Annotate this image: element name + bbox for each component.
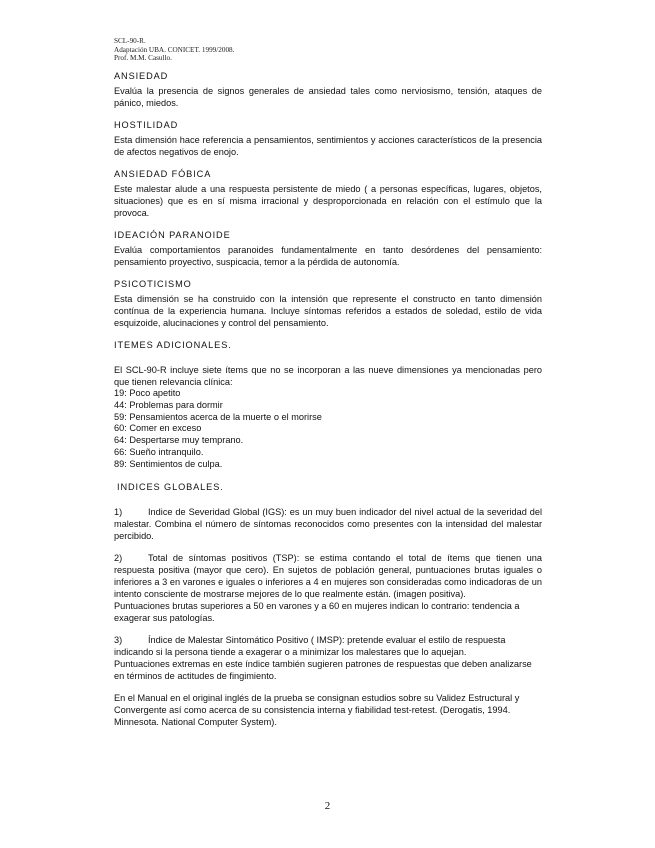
index-text: Total de síntomas positivos (TSP): se estima contando el total de ítems que tienen una respuesta positiva (mayor que cero). En sujetos de población general, puntuaciones brutas iguales o inferiores a 3 en varones e iguales o inferiores a 4 en mujeres son consideradas como indicadoras de un intento consciente de mostrarse mejores de lo que realmente están. (imagen positiva). bbox=[114, 552, 542, 599]
section-text: Evalúa comportamientos paranoides fundamentalmente en tanto desórdenes del pensamiento: pensamiento proyectivo, suspicacia, temor a la pérdida de autonomía. bbox=[114, 245, 542, 267]
list-item: 66: Sueño intranquilo. bbox=[114, 446, 204, 457]
items-list bbox=[114, 388, 542, 471]
index-number: 1) bbox=[114, 506, 123, 517]
section-title: HOSTILIDAD bbox=[114, 120, 179, 130]
section-text: Esta dimensión hace referencia a pensamientos, sentimientos y acciones característicos de la presencia de afectos negativos de enojo. bbox=[114, 135, 542, 157]
section-psicoticismo bbox=[114, 279, 542, 329]
section-text: Este malestar alude a una respuesta persistente de miedo ( a personas específicas, lugares, objetos, situaciones) que es en sí misma irracional y desproporcionada en relación con el estímulo que la provoca. bbox=[114, 184, 542, 218]
section-ansiedad-fobica bbox=[114, 169, 542, 219]
index-text: Indice de Severidad Global (IGS): es un muy buen indicador del nivel actual de la severidad del malestar. Combina el número de síntomas reconocidos como presentes con la intensidad del malestar percibido. bbox=[114, 506, 542, 541]
main-content bbox=[114, 71, 542, 739]
section-title: IDEACIÓN PARANOIDE bbox=[114, 230, 231, 240]
list-item: 60: Comer en exceso bbox=[114, 423, 202, 434]
index-igs bbox=[114, 506, 542, 542]
section-title: ITEMES ADICIONALES. bbox=[114, 340, 232, 350]
list-item: 64: Despertarse muy temprano. bbox=[114, 435, 244, 446]
header-line-3: Prof. M.M. Casullo. bbox=[114, 54, 172, 63]
running-header bbox=[114, 37, 234, 63]
section-title: ANSIEDAD bbox=[114, 71, 169, 81]
index-note: Puntuaciones extremas en este índice también sugieren patrones de respuestas que deben analizarse en términos de actitudes de fingimiento. bbox=[114, 658, 532, 681]
section-hostilidad bbox=[114, 120, 542, 158]
list-item: 44: Problemas para dormir bbox=[114, 399, 223, 410]
items-intro: El SCL-90-R incluye siete ítems que no se incorporan a las nueve dimensiones ya mencionadas pero que tienen relevancia clínica: bbox=[114, 365, 542, 387]
index-text: Índice de Malestar Sintomático Positivo ( IMSP): pretende evaluar el estilo de respuesta indicando si la persona tiende a exagerar o a minimizar los malestares que lo aquejan. bbox=[114, 634, 506, 657]
page-number: 2 bbox=[324, 800, 331, 812]
section-text: Esta dimensión se ha construido con la intensión que represente el constructo en tanto dimensión contínua de la experiencia humana. Incluye síntomas referidos a estados de soledad, estilo de vida esquizoide, alucinaciones y control del pensamiento. bbox=[114, 294, 542, 328]
section-text: Evalúa la presencia de signos generales de ansiedad tales como nerviosismo, tensión, ataques de pánico, miedos. bbox=[114, 86, 542, 108]
list-item: 19: Poco apetito bbox=[114, 388, 181, 398]
index-imsp bbox=[114, 634, 542, 658]
header-line-2: Adaptación UBA. CONICET. 1999/2008. bbox=[114, 45, 235, 54]
section-ideacion-paranoide bbox=[114, 230, 542, 268]
index-number: 2) bbox=[114, 552, 123, 563]
list-item: 89: Sentimientos de culpa. bbox=[114, 458, 223, 469]
index-number: 3) bbox=[114, 634, 123, 645]
header-line-1: SCL-90-R. bbox=[114, 37, 146, 45]
section-items-adicionales bbox=[114, 340, 542, 471]
section-ansiedad bbox=[114, 71, 542, 109]
section-indices-globales bbox=[114, 482, 542, 728]
closing-paragraph: En el Manual en el original inglés de la prueba se consignan estudios sobre su Validez Estructural y Convergente así como acerca de su consistencia interna y fiabilidad test-retest. (Derogatis, 1994. Minnesota. National Computer System). bbox=[114, 692, 520, 727]
section-title: PSICOTICISMO bbox=[114, 279, 192, 289]
index-tsp bbox=[114, 552, 542, 600]
section-title: ANSIEDAD FÓBICA bbox=[114, 169, 212, 179]
index-note: Puntuaciones brutas superiores a 50 en varones y a 60 en mujeres indican lo contrario: tendencia a exagerar sus patologías. bbox=[114, 600, 520, 623]
list-item: 59: Pensamientos acerca de la muerte o el morirse bbox=[114, 411, 322, 422]
section-title: INDICES GLOBALES. bbox=[117, 481, 224, 492]
